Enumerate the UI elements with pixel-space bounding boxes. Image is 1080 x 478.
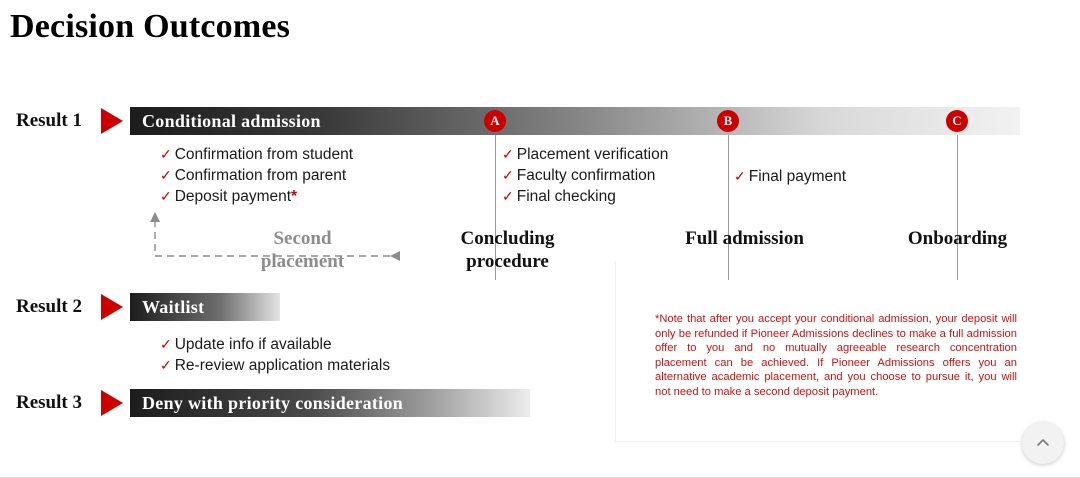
check-icon: ✓ xyxy=(160,146,172,162)
result-1-check-item: ✓ Deposit payment* xyxy=(160,188,298,205)
result-1-label: Result 1 xyxy=(16,110,82,131)
caption-onboarding: Onboarding xyxy=(907,228,1008,249)
chevron-up-icon xyxy=(1035,435,1051,451)
stage-marker-b xyxy=(717,110,739,132)
divider-c xyxy=(957,135,958,280)
panel-edge-left xyxy=(615,262,616,442)
result-1-arrow-icon xyxy=(101,108,123,134)
stage-a-checklist xyxy=(502,144,668,207)
check-icon: ✓ xyxy=(734,168,746,184)
stage-b-checklist xyxy=(734,166,846,187)
result-1-check-item: ✓ Confirmation from student xyxy=(160,146,354,163)
divider-b xyxy=(728,135,729,280)
check-icon: ✓ xyxy=(160,167,172,183)
stage-marker-c xyxy=(946,110,968,132)
check-icon: ✓ xyxy=(160,188,172,204)
scroll-to-top-button[interactable] xyxy=(1022,422,1064,464)
stage-a-check-item: ✓ Faculty confirmation xyxy=(502,167,656,184)
result-1-bar xyxy=(130,107,1020,135)
stage-marker-a xyxy=(484,110,506,132)
stage-b-check-item: ✓ Final payment xyxy=(734,168,847,185)
result-3-label: Result 3 xyxy=(16,392,82,413)
caption-full-admission: Full admission xyxy=(685,228,804,249)
result-2-label: Result 2 xyxy=(16,296,82,317)
check-icon: ✓ xyxy=(502,188,514,204)
check-icon: ✓ xyxy=(502,167,514,183)
deposit-asterisk: * xyxy=(291,188,298,205)
panel-edge-bottom xyxy=(615,441,1020,442)
page-title: Decision Outcomes xyxy=(10,8,291,45)
result-3-arrow-icon xyxy=(101,390,123,416)
result-2-checklist xyxy=(160,334,390,376)
result-1-bar-label: Conditional admission xyxy=(142,110,321,131)
result-2-bar-label: Waitlist xyxy=(142,296,205,317)
check-icon: ✓ xyxy=(160,336,172,352)
result-2-bar xyxy=(130,293,280,321)
stage-marker-b-letter: B xyxy=(723,113,733,128)
stage-a-check-item: ✓ Final checking xyxy=(502,188,616,205)
caption-second-placement: Second placement xyxy=(260,228,345,272)
caption-concluding-procedure: Concluding procedure xyxy=(460,228,555,272)
check-icon: ✓ xyxy=(502,146,514,162)
stage-a-check-item: ✓ Placement verification xyxy=(502,146,669,163)
result-1-check-item: ✓ Confirmation from parent xyxy=(160,167,347,184)
result-3-bar xyxy=(130,389,530,417)
result-2-arrow-icon xyxy=(101,294,123,320)
deposit-refund-note: *Note that after you accept your conditional admission, your deposit will only be refunded if Pioneer Admissions declines to make a full admission offer to you and no mutually agreeable research concentration placement can be achieved. If Pioneer Admissions offers you an alternative academic placement, and you choose to pursue it, you will not need to make a second deposit payment. xyxy=(655,313,1017,398)
check-icon: ✓ xyxy=(160,357,172,373)
result-2-check-item: ✓ Update info if available xyxy=(160,336,332,353)
result-3-bar-label: Deny with priority consideration xyxy=(142,392,404,413)
result-1-checklist xyxy=(160,144,353,207)
decision-outcomes-diagram xyxy=(0,62,1080,462)
result-2-check-item: ✓ Re-review application materials xyxy=(160,357,391,374)
stage-marker-c-letter: C xyxy=(952,113,962,128)
stage-marker-a-letter: A xyxy=(490,113,500,128)
